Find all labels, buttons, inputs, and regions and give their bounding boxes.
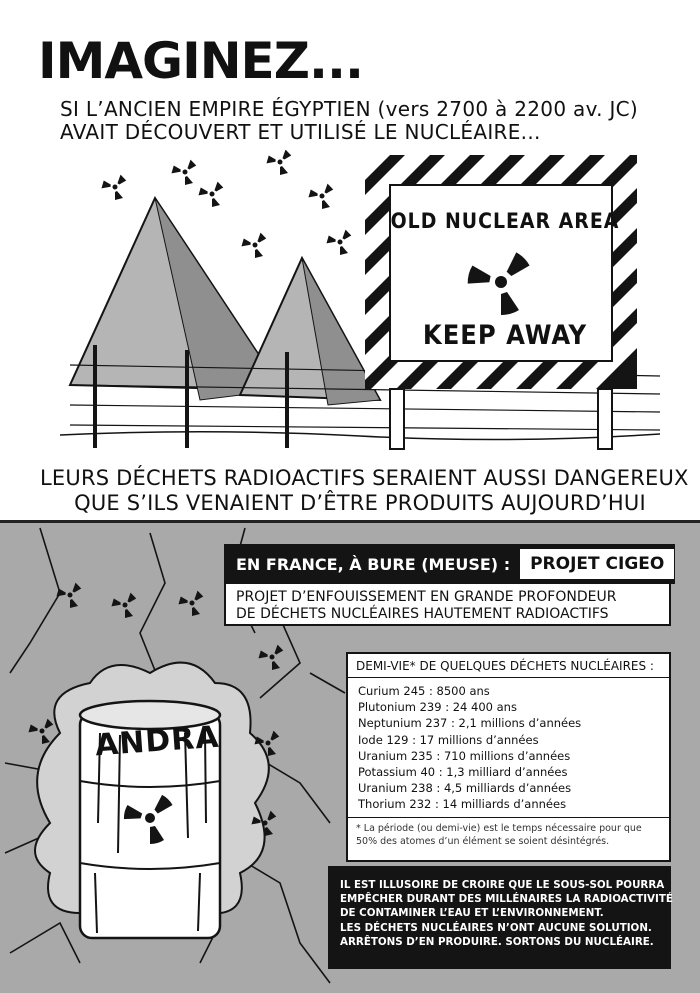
halflife-row: Potassium 40 : 1,3 milliard d’années [358,765,568,780]
sign-line-1: OLD NUCLEAR AREA [390,209,620,233]
pyramids-illustration [60,150,660,460]
warning-box [328,866,671,969]
halflife-list [348,678,669,818]
subhead [60,98,680,144]
halflife-row: Iode 129 : 17 millions d’années [358,732,539,747]
halflife-row: Curium 245 : 8500 ans [358,684,490,698]
conclusion-text [40,466,689,516]
warning-line-1: IL EST ILLUSOIRE DE CROIRE QUE LE SOUS-SOL POURRA [340,879,665,891]
barrel-label: ANDRA [93,719,221,764]
project-location: EN FRANCE, À BURE (MEUSE) : [236,554,511,574]
warning-line-2: EMPÊCHER DURANT DES MILLÉNAIRES LA RADIOACTIVITÉ [340,893,673,906]
ground-line [60,432,660,440]
halflife-row: Neptunium 237 : 2,1 millions d’années [358,716,582,731]
halflife-footnote-line-2: 50% des atomes d’un élément se soient désintégrés. [356,835,610,847]
halflife-table [346,652,671,862]
halflife-row: Plutonium 239 : 24 400 ans [358,700,517,715]
subhead-line-1: SI L’ANCIEN EMPIRE ÉGYPTIEN (vers 2700 à 2200 av. JC) [60,97,639,121]
halflife-row: Uranium 238 : 4,5 milliards d’années [358,781,572,796]
project-description-line-2: DE DÉCHETS NUCLÉAIRES HAUTEMENT RADIOACTIFS [236,606,609,622]
conclusion-line-1: LEURS DÉCHETS RADIOACTIFS SERAIENT AUSSI DANGEREUX [40,466,689,490]
halflife-title: DEMI-VIE* DE QUELQUES DÉCHETS NUCLÉAIRES : [348,654,669,678]
subhead-line-2: AVAIT DÉCOUVERT ET UTILISÉ LE NUCLÉAIRE... [60,120,541,144]
project-description [224,582,671,626]
halflife-footnote-line-1: * La période (ou demi-vie) est le temps nécessaire pour que [356,822,642,834]
warning-line-3: DE CONTAMINER L’EAU ET L’ENVIRONNEMENT. [340,907,604,920]
sign-line-2: KEEP AWAY [422,320,588,351]
project-description-line-1: PROJET D’ENFOUISSEMENT EN GRANDE PROFONDEUR [236,589,617,605]
warning-sign [365,155,637,449]
conclusion-line-2: QUE S’ILS VENAIENT D’ÊTRE PRODUITS AUJOURD’HUI [74,491,646,515]
halflife-row: Thorium 232 : 14 milliards d’années [358,797,567,812]
warning-line-5: ARRÊTONS D’EN PRODUIRE. SORTONS DU NUCLÉAIRE. [340,935,654,948]
halflife-row: Uranium 235 : 710 millions d’années [358,748,571,763]
project-header [224,544,675,584]
project-name: PROJET CIGEO [520,549,674,579]
headline: IMAGINEZ... [38,32,363,90]
warning-line-4: LES DÉCHETS NUCLÉAIRES N’ONT AUCUNE SOLUTION. [340,921,652,934]
halflife-footnote [348,818,669,852]
